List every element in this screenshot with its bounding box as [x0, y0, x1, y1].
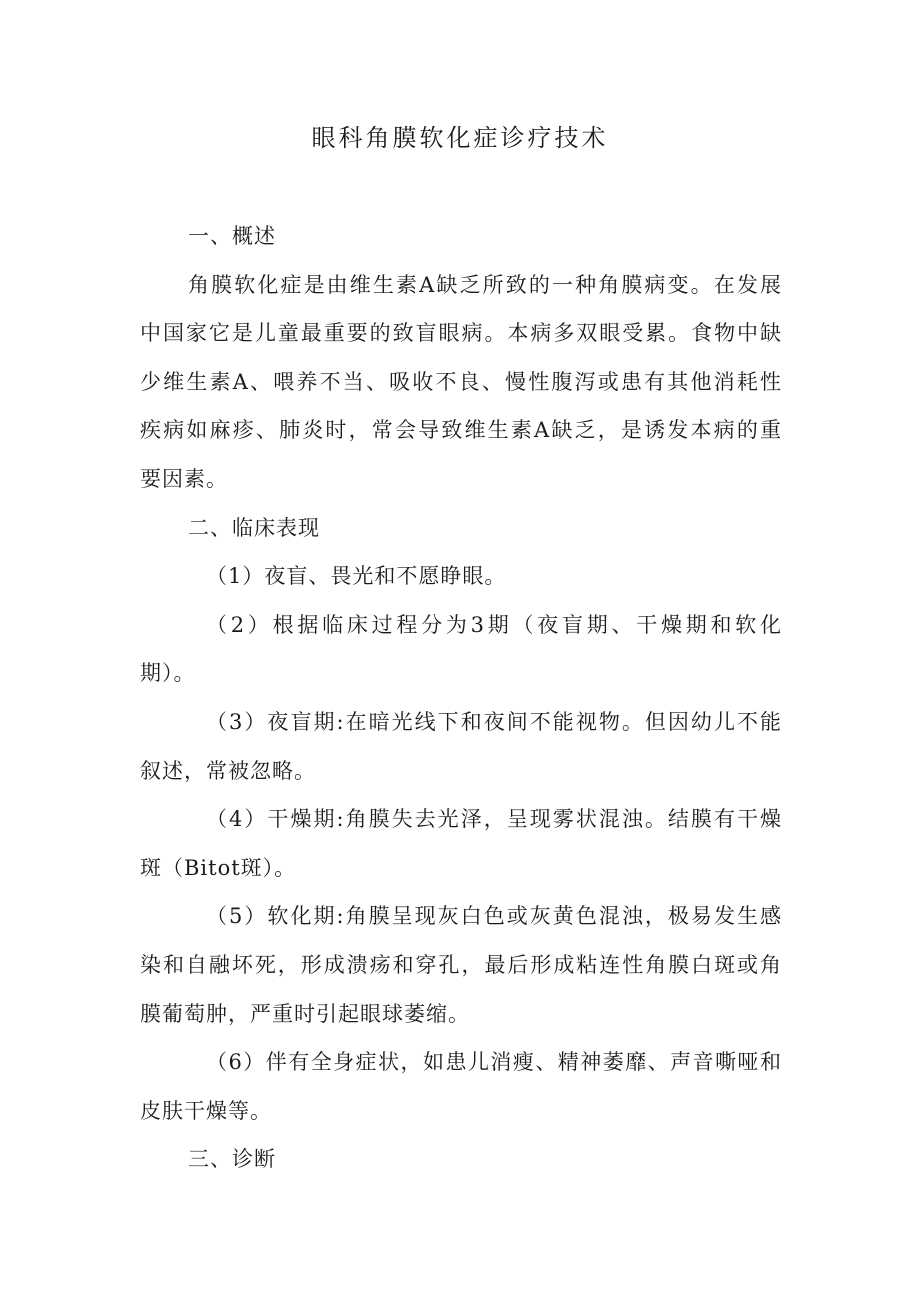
section-heading-clinical: 二、临床表现	[188, 515, 320, 540]
paragraph-line: 膜葡萄肿，严重时引起眼球萎缩。	[140, 1001, 470, 1026]
list-item-2	[140, 601, 782, 698]
paragraph-line: 疾病如麻疹、肺炎时，常会导致维生素A缺乏，是诱发本病的重	[140, 418, 782, 443]
list-item-3	[140, 698, 782, 795]
paragraph-line: （3）夜盲期:在暗光线下和夜间不能视物。但因幼儿不能	[206, 709, 782, 734]
section-heading-diagnosis: 三、诊断	[188, 1147, 276, 1172]
paragraph-line: 少维生素A、喂养不当、吸收不良、慢性腹泻或患有其他消耗性	[140, 369, 782, 394]
paragraph-overview	[140, 261, 782, 504]
paragraph-line: （4）干燥期:角膜失去光泽，呈现雾状混浊。结膜有干燥	[206, 807, 782, 832]
paragraph-line: 要因素。	[140, 466, 228, 491]
paragraph-line: （5）软化期:角膜呈现灰白色或灰黄色混浊，极易发生感	[206, 904, 782, 929]
list-item-1	[140, 552, 782, 601]
page-title: 眼科角膜软化症诊疗技术	[311, 124, 609, 152]
paragraph-line: 染和自融坏死，形成溃疡和穿孔，最后形成粘连性角膜白斑或角	[140, 952, 782, 977]
paragraph-line: 角膜软化症是由维生素A缺乏所致的一种角膜病变。在发展	[188, 272, 782, 297]
paragraph-line: 中国家它是儿童最重要的致盲眼病。本病多双眼受累。食物中缺	[140, 321, 782, 346]
paragraph-line: 叙述，常被忽略。	[140, 758, 316, 783]
paragraph-line: （2）根据临床过程分为3期（夜盲期、干燥期和软化	[206, 612, 782, 637]
paragraph-line: 皮肤干燥等。	[140, 1098, 272, 1123]
list-item-4	[140, 795, 782, 892]
list-item-5	[140, 892, 782, 1038]
paragraph-line: 期）。	[140, 661, 196, 686]
list-item-6	[140, 1038, 782, 1135]
paragraph-line: （1）夜盲、畏光和不愿睁眼。	[206, 564, 507, 589]
paragraph-line: 斑（Bitot斑）。	[140, 855, 297, 880]
document-body	[140, 212, 782, 1184]
paragraph-line: （6）伴有全身症状，如患儿消瘦、精神萎靡、声音嘶哑和	[206, 1050, 782, 1075]
section-heading-overview: 一、概述	[188, 224, 276, 248]
